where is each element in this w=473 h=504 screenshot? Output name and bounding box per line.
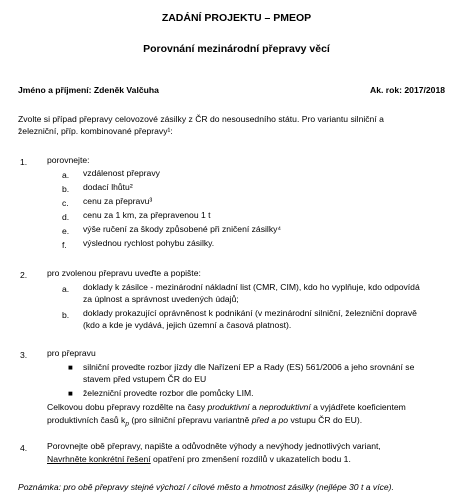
- section-1-item-label: a.: [62, 170, 70, 180]
- section-3-number: 3.: [20, 350, 28, 360]
- section-1-item: dodací lhůtu²: [83, 182, 133, 192]
- section-1-item: výslednou rychlost pohybu zásilky.: [83, 238, 215, 248]
- section-1-item-label: e.: [62, 226, 70, 236]
- section-3-bullet-line: stavem před vstupem ČR do EU: [83, 374, 207, 384]
- section-3-heading: pro přepravu: [47, 348, 96, 358]
- bullet-icon: ■: [68, 389, 73, 398]
- section-2-item-label: a.: [62, 284, 70, 294]
- section-1-item: vzdálenost přepravy: [83, 168, 160, 178]
- section-3-bullet-line: železniční provedte rozbor dle pomůcky LIM.: [83, 388, 254, 398]
- section-1-item-label: c.: [62, 198, 69, 208]
- intro-line-1: Zvolte si případ přepravy celovozové zásilky z ČR do nesousedního státu. Pro variantu silniční a: [18, 114, 384, 124]
- section-2-item-line: doklady prokazující oprávněnost k podnikání (v mezinárodní silniční, železniční dopravě: [83, 308, 417, 318]
- section-2-item-line: doklady k zásilce - mezinárodní nákladní list (CMR, CIM), kdo ho vyplňuje, kdo odpovídá: [83, 282, 420, 292]
- section-4-line-2: Navrhněte konkrétní řešení opatření pro zmenšení rozdílů v ukazatelích bodu 1.: [47, 454, 351, 464]
- academic-year: Ak. rok: 2017/2018: [370, 85, 446, 95]
- section-1-number: 1.: [20, 157, 28, 167]
- footnote: Poznámka: pro obě přepravy stejné výchozí / cílové město a hmotnost zásilky (nejlépe 30 t a více).: [18, 482, 394, 492]
- bullet-icon: ■: [68, 363, 73, 372]
- section-1-item-label: d.: [62, 212, 70, 222]
- section-3-paragraph-line-1: Celkovou dobu přepravy rozdělte na časy produktivní a neproduktivní a vyjádřete koeficientem: [47, 402, 406, 412]
- section-4-number: 4.: [20, 443, 28, 453]
- intro-line-2: železniční, příp. kombinované přepravy¹:: [18, 126, 173, 136]
- section-2-item-line: (kdo a kde je vydává, jejich územní a časová platnost).: [83, 320, 292, 330]
- document-title: ZADÁNÍ PROJEKTU – PMEOP: [161, 12, 312, 24]
- section-1-item-label: b.: [62, 184, 70, 194]
- section-1-item: cenu za přepravu³: [83, 196, 153, 206]
- section-2-number: 2.: [20, 270, 28, 280]
- section-1-item: cenu za 1 km, za přepravenou 1 t: [83, 210, 211, 220]
- section-2-item-line: za úplnost a správnost uvedených údajů;: [83, 294, 239, 304]
- section-1-item: výše ručení za škody způsobené při zničení zásilky⁴: [83, 224, 282, 234]
- section-1-item-label: f.: [62, 240, 67, 250]
- student-name: Jméno a příjmení: Zdeněk Valčuha: [18, 85, 159, 95]
- section-1-heading: porovnejte:: [47, 155, 90, 165]
- document-subtitle: Porovnání mezinárodní přepravy věcí: [143, 43, 330, 55]
- section-3-bullet-line: silniční provedte rozbor jízdy dle Nařízení EP a Rady (ES) 561/2006 a jeho srovnání se: [83, 362, 415, 372]
- section-2-item-label: b.: [62, 310, 70, 320]
- section-3-paragraph-line-2: produktivních časů $k_p$ (pro silniční přepravu variantně před a po vstupu ČR do EU).: [47, 415, 363, 428]
- section-2-heading: pro zvolenou přepravu uveďte a popište:: [47, 268, 201, 278]
- section-4-line-1: Porovnejte obě přepravy, napište a odůvodněte výhody a nevýhody jednotlivých variant,: [47, 441, 381, 451]
